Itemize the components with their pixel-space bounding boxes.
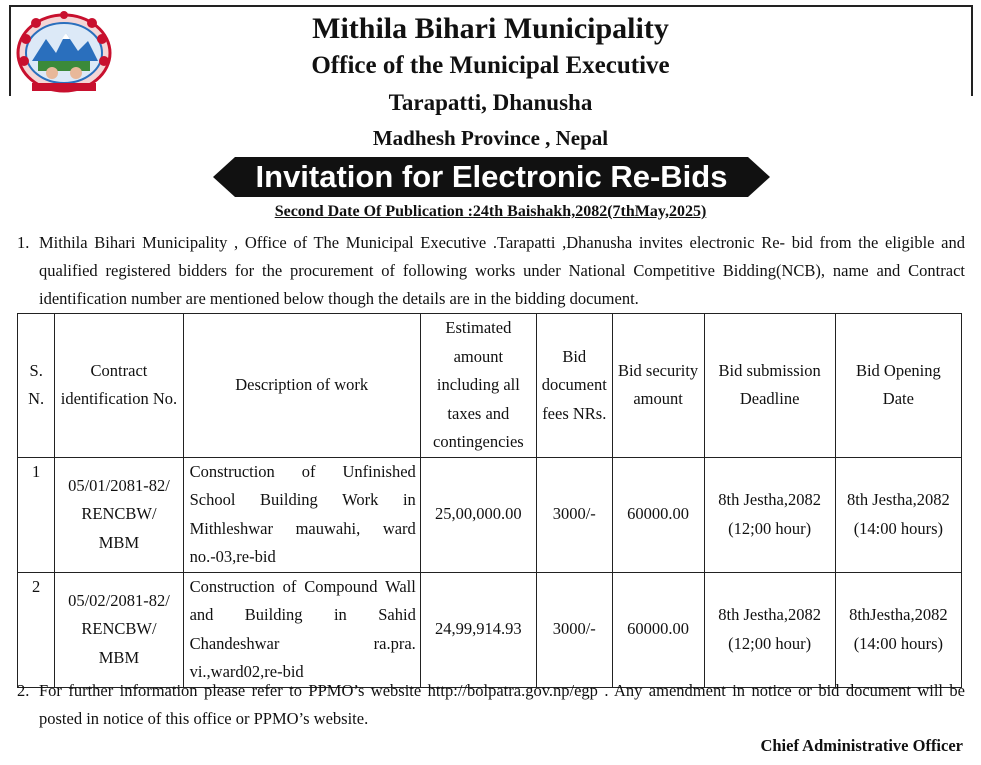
table-header-row — [18, 314, 962, 458]
row-security: 60000.00 — [612, 572, 704, 687]
row-estimated-amount: 25,00,000.00 — [420, 457, 536, 572]
header-description: Description of work — [183, 314, 420, 458]
province-line: Madhesh Province , Nepal — [372, 126, 609, 150]
publication-date: Second Date Of Publication :24th Baishakh,2082(7thMay,2025) — [274, 203, 707, 220]
paragraph-1 — [17, 229, 965, 313]
row-contract-id: 05/02/2081-82/ RENCBW/ MBM — [55, 572, 183, 687]
row-opening: 8th Jestha,2082 (14:00 hours) — [835, 457, 961, 572]
row-sn: 1 — [18, 457, 55, 572]
row-deadline: 8th Jestha,2082 (12;00 hour) — [704, 457, 835, 572]
header-deadline: Bid submission Deadline — [704, 314, 835, 458]
row-deadline: 8th Jestha,2082 (12;00 hour) — [704, 572, 835, 687]
paragraph-1-text: Mithila Bihari Municipality , Office of The Municipal Executive .Tarapatti ,Dhanusha invites electronic Re- bid from the eligible and qualified registered bidders for the procurement of following works under National Competitive Bidding(NCB), name and Contract identification number are mentioned below though the details are in the bidding document. — [39, 233, 965, 308]
row-contract-id: 05/01/2081-82/ RENCBW/ MBM — [55, 457, 183, 572]
row-opening: 8thJestha,2082 (14:00 hours) — [835, 572, 961, 687]
notice-title: Invitation for Electronic Re-Bids — [255, 159, 728, 194]
row-doc-fee: 3000/- — [536, 457, 612, 572]
header-doc-fee: Bid document fees NRs. — [536, 314, 612, 458]
table-row — [18, 457, 962, 572]
row-sn: 2 — [18, 572, 55, 687]
paragraph-1-number: 1. — [17, 233, 30, 252]
row-security: 60000.00 — [612, 457, 704, 572]
row-description: Construction of Unfinished School Building Work in Mithleshwar mauwahi, ward no.-03,re-bid — [183, 457, 420, 572]
header-contract-id: Contract identification No. — [55, 314, 183, 458]
header-opening: Bid Opening Date — [835, 314, 961, 458]
header-sn: S. N. — [18, 314, 55, 458]
signature-title: Chief Administrative Officer — [760, 736, 963, 755]
location-line: Tarapatti, Dhanusha — [388, 90, 593, 115]
municipality-name: Mithila Bihari Municipality — [312, 12, 669, 45]
paragraph-2 — [17, 677, 965, 733]
header-estimated-amount: Estimated amount including all taxes and contingencies — [420, 314, 536, 458]
header-security: Bid security amount — [612, 314, 704, 458]
bid-table — [17, 313, 962, 688]
row-doc-fee: 3000/- — [536, 572, 612, 687]
paragraph-2-number: 2. — [17, 681, 30, 700]
paragraph-2-text: For further information please refer to PPMO’s website http://bolpatra.gov.np/egp . Any amendment in notice or bid document will be posted in notice of this office or PPMO’s website. — [39, 681, 965, 728]
row-description: Construction of Compound Wall and Building in Sahid Chandeshwar ra.pra. vi.,ward02,re-bid — [183, 572, 420, 687]
office-name: Office of the Municipal Executive — [311, 52, 670, 79]
table-row — [18, 572, 962, 687]
row-estimated-amount: 24,99,914.93 — [420, 572, 536, 687]
